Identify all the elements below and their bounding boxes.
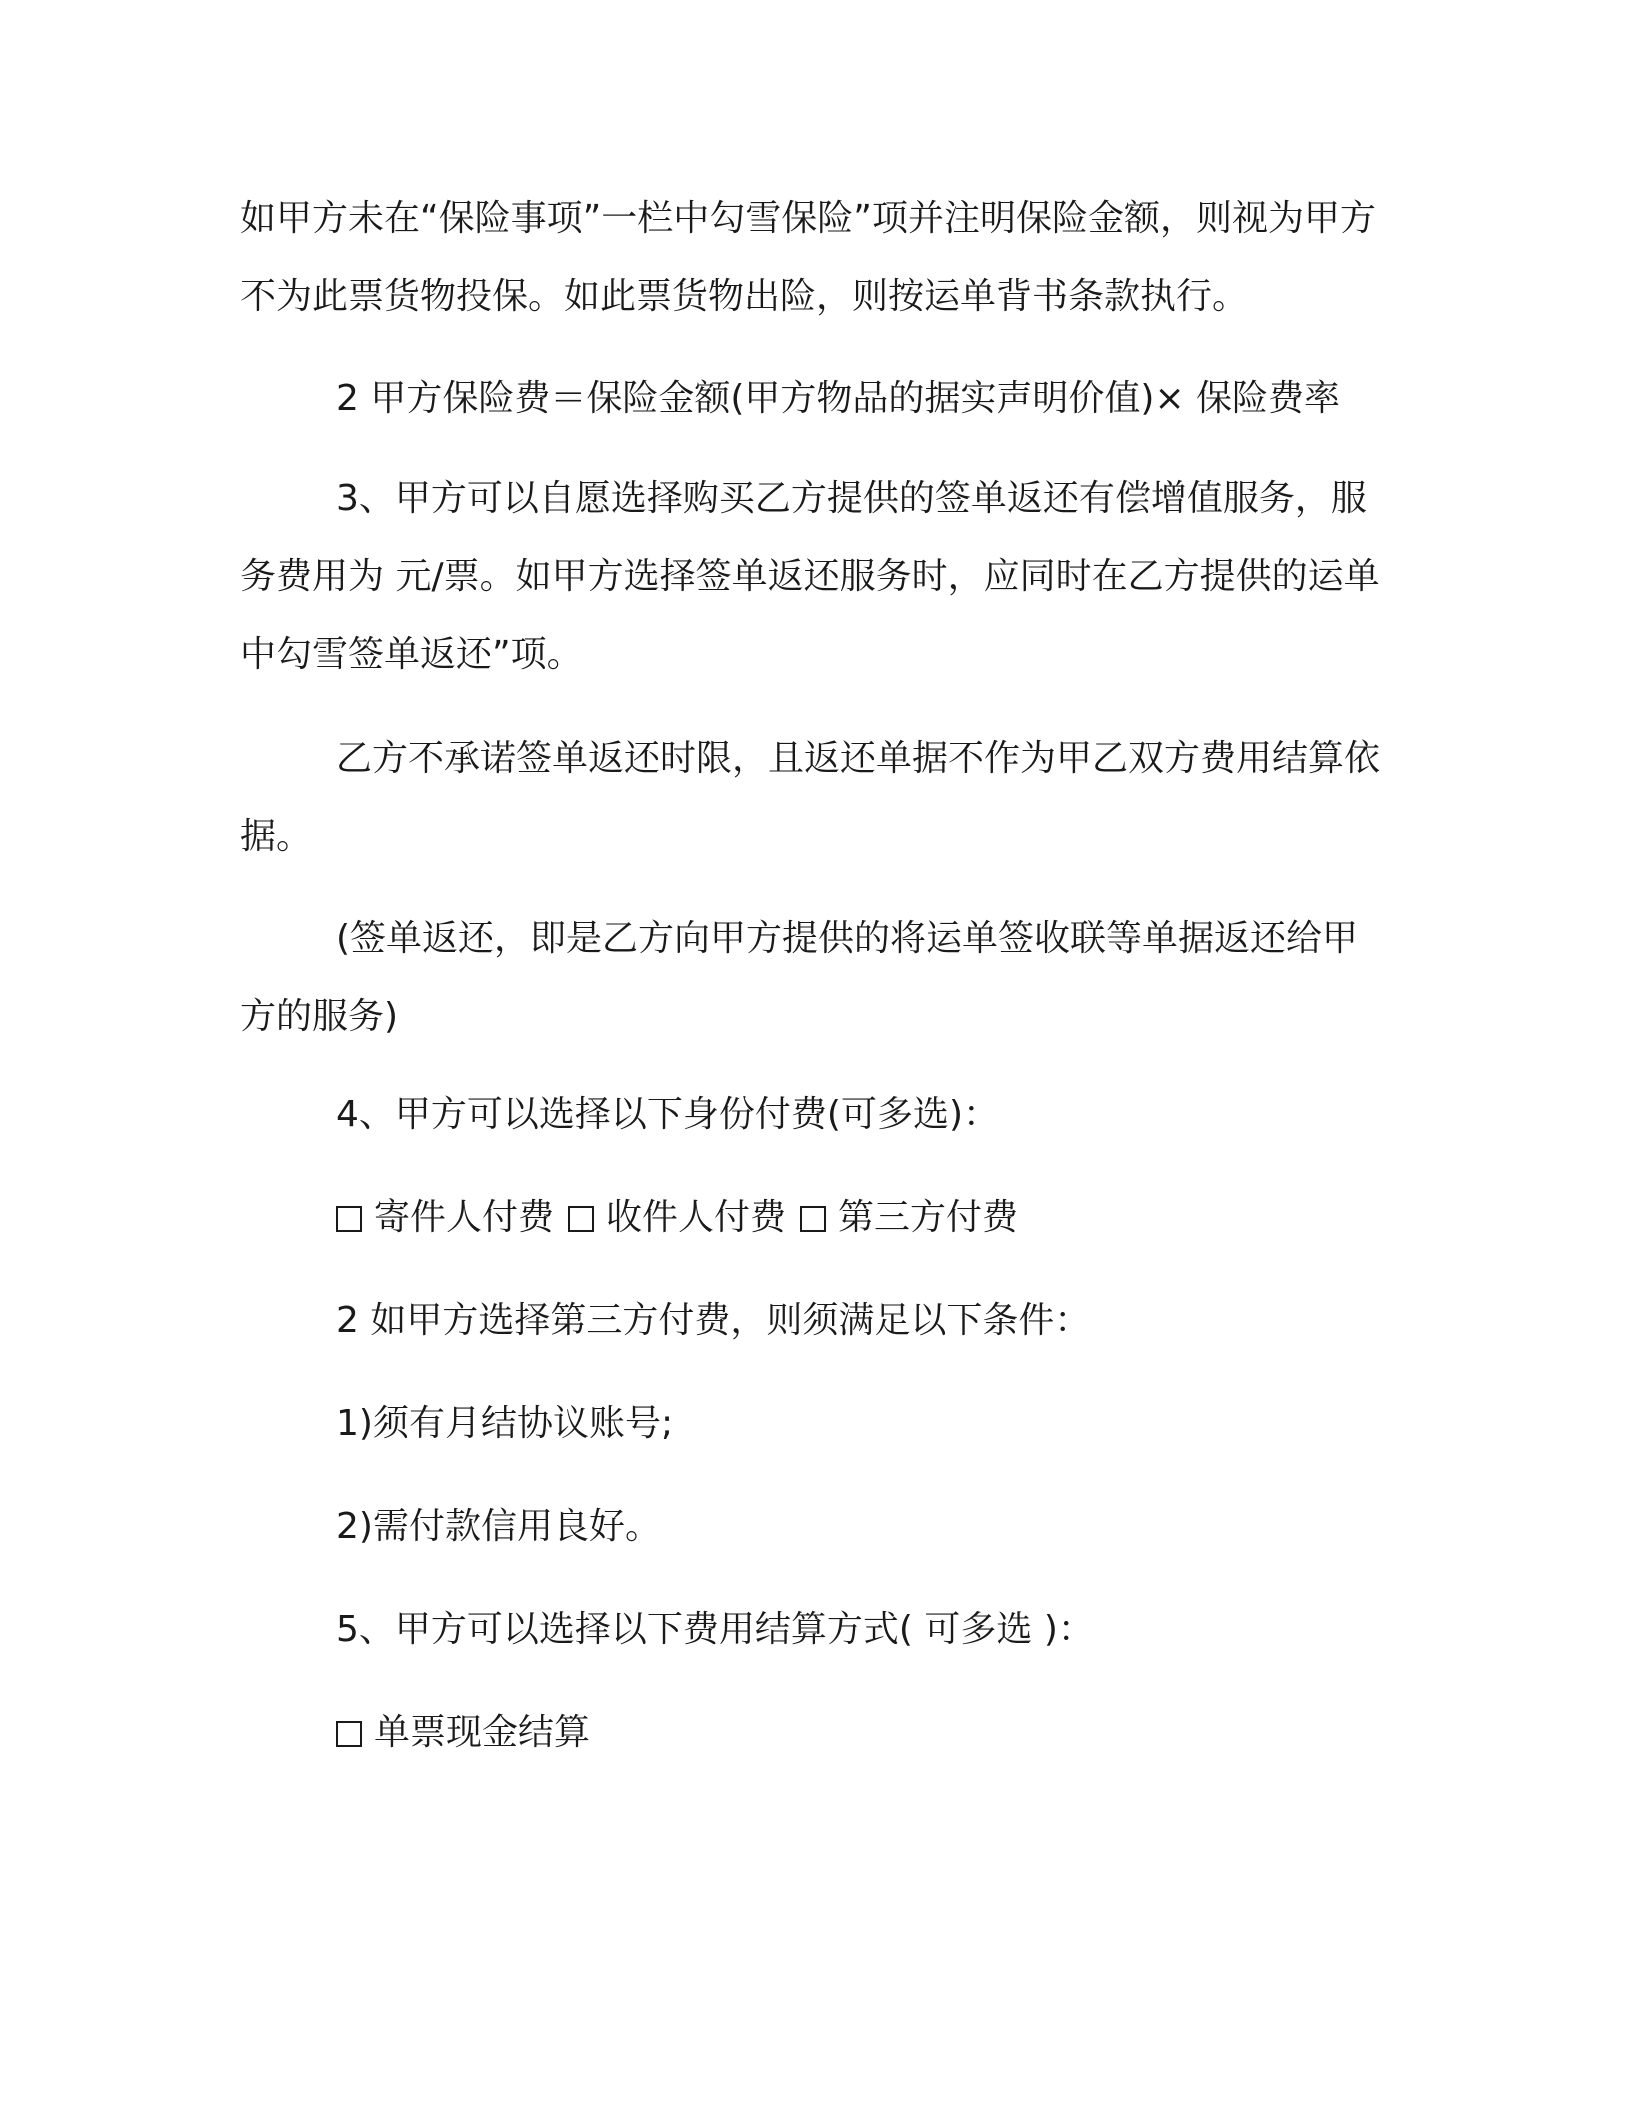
paragraph-payment-identity-heading: 4、甲方可以选择以下身份付费(可多选)：: [336, 1094, 999, 1135]
paragraph-third-party-conditions: 2 如甲方选择第三方付费，则须满足以下条件：: [336, 1300, 1091, 1341]
paragraph-insurance-note: 如甲方未在“保险事项”一栏中勾雪保险”项并注明保险金额，则视为甲方不为此票货物投保。如此票货物出险，则按运单背书条款执行。: [240, 198, 1376, 317]
paragraph-settlement-method-heading: 5、甲方可以选择以下费用结算方式( 可多选 )：: [336, 1609, 1094, 1650]
paragraph-signed-receipt-definition: (签单返还，即是乙方向甲方提供的将运单签收联等单据返还给甲方的服务): [240, 918, 1359, 1037]
shipper-pays-checkbox[interactable]: [336, 1206, 362, 1232]
paragraph-no-time-limit: 乙方不承诺签单返还时限，且返还单据不作为甲乙双方费用结算依据。: [240, 738, 1381, 857]
settlement-options: [336, 1708, 604, 1758]
payment-identity-options: [336, 1193, 1032, 1243]
single-cash-settlement-checkbox[interactable]: [336, 1721, 362, 1747]
recipient-pays-label: 收件人付费: [606, 1197, 787, 1238]
shipper-pays-label: 寄件人付费: [374, 1197, 555, 1238]
paragraph-insurance-fee-formula: 2 甲方保险费＝保险金额(甲方物品的据实声明价值)× 保险费率: [336, 378, 1341, 419]
single-cash-settlement-label: 单票现金结算: [374, 1712, 591, 1753]
recipient-pays-checkbox[interactable]: [568, 1206, 594, 1232]
third-party-pays-checkbox[interactable]: [800, 1206, 826, 1232]
condition-good-credit: 2)需付款信用良好。: [336, 1506, 661, 1547]
paragraph-signed-receipt-service: 3、甲方可以自愿选择购买乙方提供的签单返还有偿增值服务，服务费用为 元/票。如甲方选择签单返还服务时，应同时在乙方提供的运单中勾雪签单返还”项。: [240, 478, 1380, 675]
condition-monthly-account: 1)须有月结协议账号;: [336, 1403, 674, 1444]
third-party-pays-label: 第三方付费: [838, 1197, 1019, 1238]
